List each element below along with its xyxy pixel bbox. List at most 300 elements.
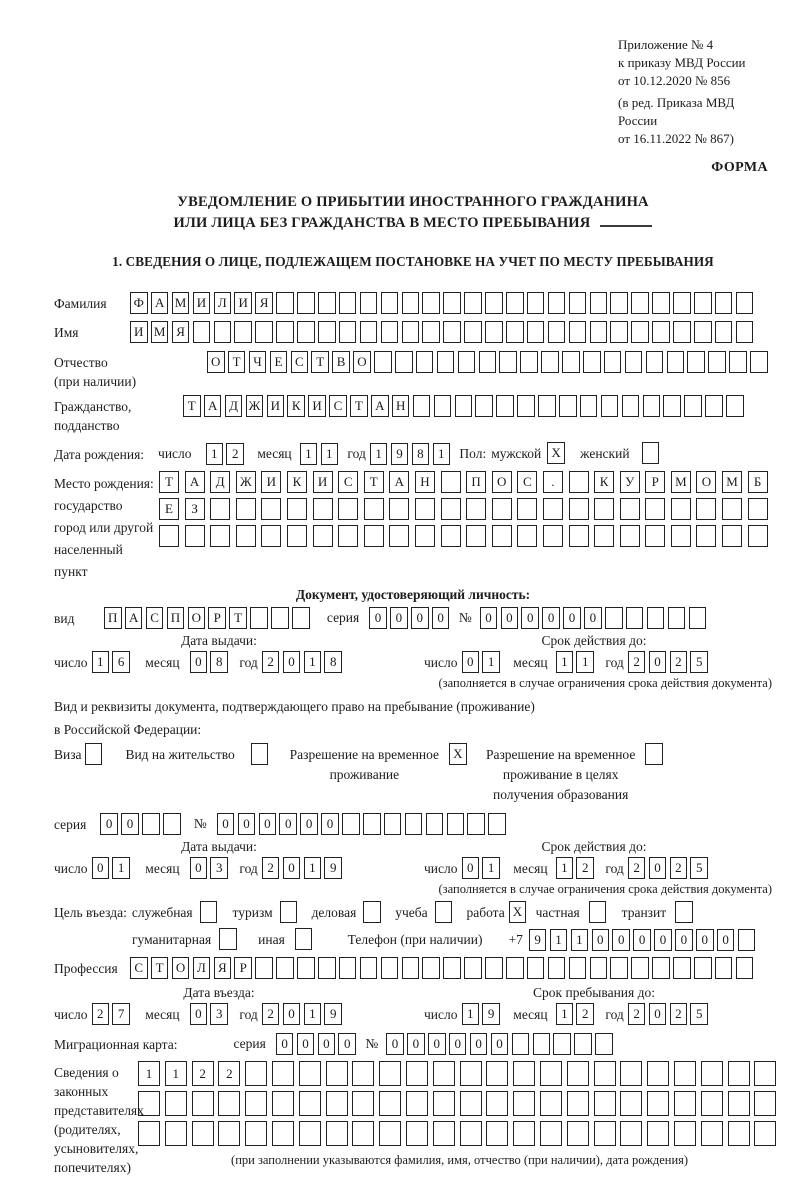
cell[interactable]	[543, 498, 563, 520]
cell[interactable]: 1	[300, 443, 318, 465]
cell[interactable]: 0	[696, 929, 714, 951]
stay-year-cells[interactable]	[628, 1003, 712, 1025]
cell[interactable]	[422, 292, 440, 314]
cell[interactable]: 0	[407, 1033, 425, 1055]
cell[interactable]	[165, 1121, 187, 1146]
cell[interactable]: 0	[480, 607, 498, 629]
cell[interactable]	[297, 292, 315, 314]
cell[interactable]: 1	[138, 1061, 160, 1086]
doc-number-cells[interactable]	[480, 607, 710, 629]
cell[interactable]: 1	[92, 651, 110, 673]
purpose-humanitarian-checkbox[interactable]	[219, 928, 240, 950]
cell[interactable]: 1	[571, 929, 589, 951]
cell[interactable]	[299, 1121, 321, 1146]
cell[interactable]	[236, 498, 256, 520]
cell[interactable]: М	[172, 292, 190, 314]
cell[interactable]	[492, 525, 512, 547]
cell[interactable]	[548, 292, 566, 314]
rvp-number-cells[interactable]	[217, 813, 509, 835]
cell[interactable]	[460, 1061, 482, 1086]
cell[interactable]	[506, 957, 524, 979]
temp-residence-checkbox[interactable]	[449, 743, 470, 765]
cell[interactable]	[513, 1121, 535, 1146]
cell[interactable]	[631, 321, 649, 343]
cell[interactable]	[245, 1061, 267, 1086]
cell[interactable]	[192, 1121, 214, 1146]
cell[interactable]	[272, 1061, 294, 1086]
cell[interactable]: 2	[628, 1003, 646, 1025]
phone-cells[interactable]	[529, 929, 759, 951]
issue-day-cells[interactable]	[92, 651, 134, 673]
cell[interactable]	[433, 1091, 455, 1116]
cell[interactable]: 0	[283, 857, 301, 879]
cell[interactable]: 0	[675, 929, 693, 951]
cell[interactable]	[513, 1091, 535, 1116]
cell[interactable]	[506, 292, 524, 314]
cell[interactable]	[338, 498, 358, 520]
cell[interactable]	[605, 607, 623, 629]
cell[interactable]	[426, 813, 444, 835]
cell[interactable]	[389, 525, 409, 547]
cell[interactable]	[673, 292, 691, 314]
cell[interactable]: 2	[670, 1003, 688, 1025]
cell[interactable]	[715, 292, 733, 314]
cell[interactable]: И	[267, 395, 285, 417]
cell[interactable]	[729, 351, 747, 373]
cell[interactable]: К	[594, 471, 614, 493]
cell[interactable]: Т	[151, 957, 169, 979]
cell[interactable]	[280, 901, 298, 923]
cell[interactable]: И	[261, 471, 281, 493]
cell[interactable]	[339, 321, 357, 343]
cell[interactable]	[590, 292, 608, 314]
cell[interactable]	[512, 1033, 530, 1055]
cell[interactable]: 0	[633, 929, 651, 951]
cell[interactable]: Н	[392, 395, 410, 417]
cell[interactable]	[219, 928, 237, 950]
cell[interactable]: 1	[556, 651, 574, 673]
cell[interactable]	[464, 292, 482, 314]
cell[interactable]: 0	[276, 1033, 294, 1055]
cell[interactable]	[402, 292, 420, 314]
cell[interactable]	[200, 901, 218, 923]
cell[interactable]: А	[371, 395, 389, 417]
cell[interactable]	[245, 1091, 267, 1116]
cell[interactable]	[443, 321, 461, 343]
cell[interactable]	[527, 292, 545, 314]
cell[interactable]	[590, 957, 608, 979]
cell[interactable]	[626, 607, 644, 629]
entry-day-cells[interactable]	[92, 1003, 134, 1025]
cell[interactable]: 1	[433, 443, 451, 465]
purpose-study-checkbox[interactable]	[435, 901, 456, 923]
cell[interactable]	[671, 498, 691, 520]
cell[interactable]	[569, 292, 587, 314]
entry-year-cells[interactable]	[262, 1003, 346, 1025]
cell[interactable]	[569, 471, 589, 493]
cell[interactable]: В	[332, 351, 350, 373]
cell[interactable]	[441, 471, 461, 493]
cell[interactable]	[360, 292, 378, 314]
cell[interactable]	[583, 351, 601, 373]
cell[interactable]	[485, 292, 503, 314]
cell[interactable]	[443, 957, 461, 979]
cell[interactable]	[318, 321, 336, 343]
cell[interactable]	[620, 525, 640, 547]
cell[interactable]	[620, 1061, 642, 1086]
cell[interactable]: 8	[210, 651, 228, 673]
cell[interactable]	[142, 813, 160, 835]
cell[interactable]: Д	[210, 471, 230, 493]
doc-series-cells[interactable]	[369, 607, 453, 629]
cell[interactable]: 1	[304, 857, 322, 879]
cell[interactable]: Е	[270, 351, 288, 373]
cell[interactable]: Я	[255, 292, 273, 314]
cell[interactable]: 0	[563, 607, 581, 629]
migration-number-cells[interactable]	[386, 1033, 616, 1055]
cell[interactable]	[708, 351, 726, 373]
cell[interactable]	[251, 743, 269, 765]
rvp-valid-day-cells[interactable]	[462, 857, 504, 879]
cell[interactable]: 2	[262, 651, 280, 673]
cell[interactable]	[415, 498, 435, 520]
cell[interactable]	[326, 1091, 348, 1116]
cell[interactable]: С	[146, 607, 164, 629]
cell[interactable]: 5	[690, 1003, 708, 1025]
cell[interactable]: 8	[324, 651, 342, 673]
cell[interactable]	[339, 292, 357, 314]
purpose-private-checkbox[interactable]	[589, 901, 610, 923]
cell[interactable]	[754, 1091, 776, 1116]
cell[interactable]: Т	[350, 395, 368, 417]
cell[interactable]	[594, 498, 614, 520]
firstname-cells[interactable]	[130, 321, 757, 343]
cell[interactable]	[567, 1091, 589, 1116]
cell[interactable]	[527, 321, 545, 343]
cell[interactable]: X	[547, 442, 565, 464]
cell[interactable]: 1	[482, 651, 500, 673]
cell[interactable]	[643, 395, 661, 417]
cell[interactable]	[748, 498, 768, 520]
cell[interactable]	[594, 1061, 616, 1086]
cell[interactable]	[234, 321, 252, 343]
cell[interactable]	[647, 607, 665, 629]
cell[interactable]	[694, 292, 712, 314]
cell[interactable]	[622, 395, 640, 417]
cell[interactable]	[384, 813, 402, 835]
cell[interactable]	[567, 1121, 589, 1146]
cell[interactable]	[138, 1121, 160, 1146]
cell[interactable]	[352, 1061, 374, 1086]
cell[interactable]: 0	[190, 1003, 208, 1025]
cell[interactable]: 0	[612, 929, 630, 951]
rvp-valid-month-cells[interactable]	[556, 857, 598, 879]
purpose-business-checkbox[interactable]	[363, 901, 384, 923]
cell[interactable]	[413, 395, 431, 417]
cell[interactable]	[406, 1121, 428, 1146]
cell[interactable]	[594, 525, 614, 547]
cell[interactable]: 0	[297, 1033, 315, 1055]
cell[interactable]	[466, 525, 486, 547]
cell[interactable]	[467, 813, 485, 835]
cell[interactable]	[299, 1091, 321, 1116]
cell[interactable]	[668, 607, 686, 629]
cell[interactable]: 2	[192, 1061, 214, 1086]
cell[interactable]	[435, 901, 453, 923]
cell[interactable]: О	[172, 957, 190, 979]
cell[interactable]: П	[167, 607, 185, 629]
cell[interactable]: М	[722, 471, 742, 493]
cell[interactable]: 0	[259, 813, 277, 835]
cell[interactable]: 0	[411, 607, 429, 629]
cell[interactable]	[701, 1061, 723, 1086]
cell[interactable]	[610, 957, 628, 979]
cell[interactable]	[647, 1121, 669, 1146]
purpose-work-checkbox[interactable]	[509, 901, 530, 923]
cell[interactable]	[464, 321, 482, 343]
cell[interactable]: И	[193, 292, 211, 314]
cell[interactable]	[696, 498, 716, 520]
cell[interactable]	[276, 292, 294, 314]
cell[interactable]	[287, 525, 307, 547]
cell[interactable]	[647, 1061, 669, 1086]
cell[interactable]: 3	[210, 857, 228, 879]
cell[interactable]: 0	[92, 857, 110, 879]
cell[interactable]: 1	[370, 443, 388, 465]
cell[interactable]: 2	[576, 1003, 594, 1025]
cell[interactable]: П	[466, 471, 486, 493]
cell[interactable]	[567, 1061, 589, 1086]
cell[interactable]	[520, 351, 538, 373]
sex-male-checkbox[interactable]	[547, 442, 568, 464]
cell[interactable]: 0	[386, 1033, 404, 1055]
cell[interactable]: 0	[121, 813, 139, 835]
cell[interactable]	[352, 1091, 374, 1116]
cell[interactable]: К	[287, 471, 307, 493]
cell[interactable]	[406, 1091, 428, 1116]
cell[interactable]	[604, 351, 622, 373]
cell[interactable]: 9	[391, 443, 409, 465]
cell[interactable]: Б	[748, 471, 768, 493]
cell[interactable]: А	[125, 607, 143, 629]
cell[interactable]: А	[204, 395, 222, 417]
cell[interactable]	[631, 292, 649, 314]
cell[interactable]: Ж	[236, 471, 256, 493]
cell[interactable]	[405, 813, 423, 835]
cell[interactable]	[705, 395, 723, 417]
cell[interactable]	[673, 957, 691, 979]
cell[interactable]: 0	[717, 929, 735, 951]
cell[interactable]	[569, 321, 587, 343]
cell[interactable]	[479, 351, 497, 373]
cell[interactable]	[538, 395, 556, 417]
cell[interactable]: 1	[304, 651, 322, 673]
cell[interactable]: 5	[690, 857, 708, 879]
cell[interactable]	[652, 321, 670, 343]
cell[interactable]	[527, 957, 545, 979]
cell[interactable]	[402, 957, 420, 979]
cell[interactable]: 9	[324, 857, 342, 879]
cell[interactable]	[728, 1061, 750, 1086]
cell[interactable]	[433, 1061, 455, 1086]
doc-kind-cells[interactable]	[104, 607, 313, 629]
cell[interactable]	[673, 321, 691, 343]
cell[interactable]: 2	[670, 651, 688, 673]
cell[interactable]	[422, 957, 440, 979]
cell[interactable]	[569, 957, 587, 979]
cell[interactable]: 0	[390, 607, 408, 629]
cell[interactable]	[261, 525, 281, 547]
cell[interactable]: 0	[462, 857, 480, 879]
cell[interactable]	[631, 957, 649, 979]
cell[interactable]: О	[353, 351, 371, 373]
cell[interactable]: С	[329, 395, 347, 417]
cell[interactable]: 0	[100, 813, 118, 835]
cell[interactable]	[193, 321, 211, 343]
cell[interactable]: А	[185, 471, 205, 493]
cell[interactable]: М	[151, 321, 169, 343]
cell[interactable]: 1	[112, 857, 130, 879]
purpose-official-checkbox[interactable]	[200, 901, 221, 923]
cell[interactable]: 0	[462, 651, 480, 673]
cell[interactable]	[363, 813, 381, 835]
cell[interactable]: X	[449, 743, 467, 765]
issue-month-cells[interactable]	[190, 651, 232, 673]
cell[interactable]: К	[287, 395, 305, 417]
cell[interactable]	[594, 1121, 616, 1146]
birth-month-cells[interactable]	[300, 443, 342, 465]
cell[interactable]	[540, 1091, 562, 1116]
cell[interactable]: 0	[584, 607, 602, 629]
sex-female-checkbox[interactable]	[642, 442, 663, 464]
cell[interactable]	[674, 1091, 696, 1116]
profession-cells[interactable]	[130, 957, 757, 979]
cell[interactable]: О	[696, 471, 716, 493]
valid-year-cells[interactable]	[628, 651, 712, 673]
cell[interactable]	[595, 1033, 613, 1055]
cell[interactable]: С	[517, 471, 537, 493]
cell[interactable]: Р	[208, 607, 226, 629]
cell[interactable]: 0	[238, 813, 256, 835]
cell[interactable]: 0	[649, 857, 667, 879]
cell[interactable]	[255, 321, 273, 343]
cell[interactable]	[245, 1121, 267, 1146]
cell[interactable]	[499, 351, 517, 373]
birth-place-cells-row1[interactable]	[159, 471, 773, 493]
cell[interactable]	[492, 498, 512, 520]
cell[interactable]: 9	[324, 1003, 342, 1025]
representatives-cells-row3[interactable]	[138, 1121, 781, 1146]
cell[interactable]	[689, 607, 707, 629]
cell[interactable]: 2	[670, 857, 688, 879]
cell[interactable]: 1	[576, 651, 594, 673]
cell[interactable]: Р	[645, 471, 665, 493]
cell[interactable]	[287, 498, 307, 520]
cell[interactable]: 1	[550, 929, 568, 951]
cell[interactable]	[434, 395, 452, 417]
cell[interactable]	[496, 395, 514, 417]
cell[interactable]	[271, 607, 289, 629]
surname-cells[interactable]	[130, 292, 757, 314]
cell[interactable]: Т	[364, 471, 384, 493]
cell[interactable]	[674, 1061, 696, 1086]
cell[interactable]	[620, 1121, 642, 1146]
cell[interactable]: Я	[172, 321, 190, 343]
cell[interactable]	[722, 525, 742, 547]
cell[interactable]: 0	[649, 651, 667, 673]
cell[interactable]: О	[492, 471, 512, 493]
cell[interactable]	[415, 525, 435, 547]
cell[interactable]: 0	[501, 607, 519, 629]
cell[interactable]	[486, 1121, 508, 1146]
cell[interactable]: 2	[218, 1061, 240, 1086]
cell[interactable]	[352, 1121, 374, 1146]
cell[interactable]	[363, 901, 381, 923]
cell[interactable]: П	[104, 607, 122, 629]
cell[interactable]	[569, 498, 589, 520]
cell[interactable]	[210, 498, 230, 520]
cell[interactable]	[754, 1121, 776, 1146]
cell[interactable]: 0	[432, 607, 450, 629]
residence-permit-checkbox[interactable]	[251, 743, 272, 765]
valid-day-cells[interactable]	[462, 651, 504, 673]
cell[interactable]	[722, 498, 742, 520]
cell[interactable]	[236, 525, 256, 547]
cell[interactable]	[299, 1061, 321, 1086]
cell[interactable]	[517, 395, 535, 417]
valid-month-cells[interactable]	[556, 651, 598, 673]
cell[interactable]: М	[671, 471, 691, 493]
cell[interactable]	[620, 1091, 642, 1116]
cell[interactable]	[379, 1091, 401, 1116]
cell[interactable]	[574, 1033, 592, 1055]
cell[interactable]: 8	[412, 443, 430, 465]
cell[interactable]	[652, 292, 670, 314]
cell[interactable]	[601, 395, 619, 417]
cell[interactable]: О	[207, 351, 225, 373]
cell[interactable]	[138, 1091, 160, 1116]
cell[interactable]	[297, 957, 315, 979]
cell[interactable]	[276, 957, 294, 979]
cell[interactable]	[458, 351, 476, 373]
cell[interactable]: 2	[576, 857, 594, 879]
cell[interactable]	[543, 525, 563, 547]
cell[interactable]: 2	[628, 651, 646, 673]
cell[interactable]	[736, 321, 754, 343]
cell[interactable]	[326, 1061, 348, 1086]
cell[interactable]	[748, 525, 768, 547]
cell[interactable]: Ф	[130, 292, 148, 314]
cell[interactable]	[488, 813, 506, 835]
cell[interactable]: 1	[321, 443, 339, 465]
cell[interactable]: З	[185, 498, 205, 520]
cell[interactable]: И	[234, 292, 252, 314]
cell[interactable]: 1	[304, 1003, 322, 1025]
cell[interactable]	[506, 321, 524, 343]
cell[interactable]: 1	[165, 1061, 187, 1086]
cell[interactable]	[318, 292, 336, 314]
cell[interactable]: 0	[300, 813, 318, 835]
cell[interactable]	[610, 292, 628, 314]
cell[interactable]: 0	[283, 651, 301, 673]
cell[interactable]	[214, 321, 232, 343]
cell[interactable]	[475, 395, 493, 417]
cell[interactable]: Т	[228, 351, 246, 373]
cell[interactable]	[594, 1091, 616, 1116]
cell[interactable]: 0	[649, 1003, 667, 1025]
cell[interactable]	[339, 957, 357, 979]
cell[interactable]: И	[130, 321, 148, 343]
